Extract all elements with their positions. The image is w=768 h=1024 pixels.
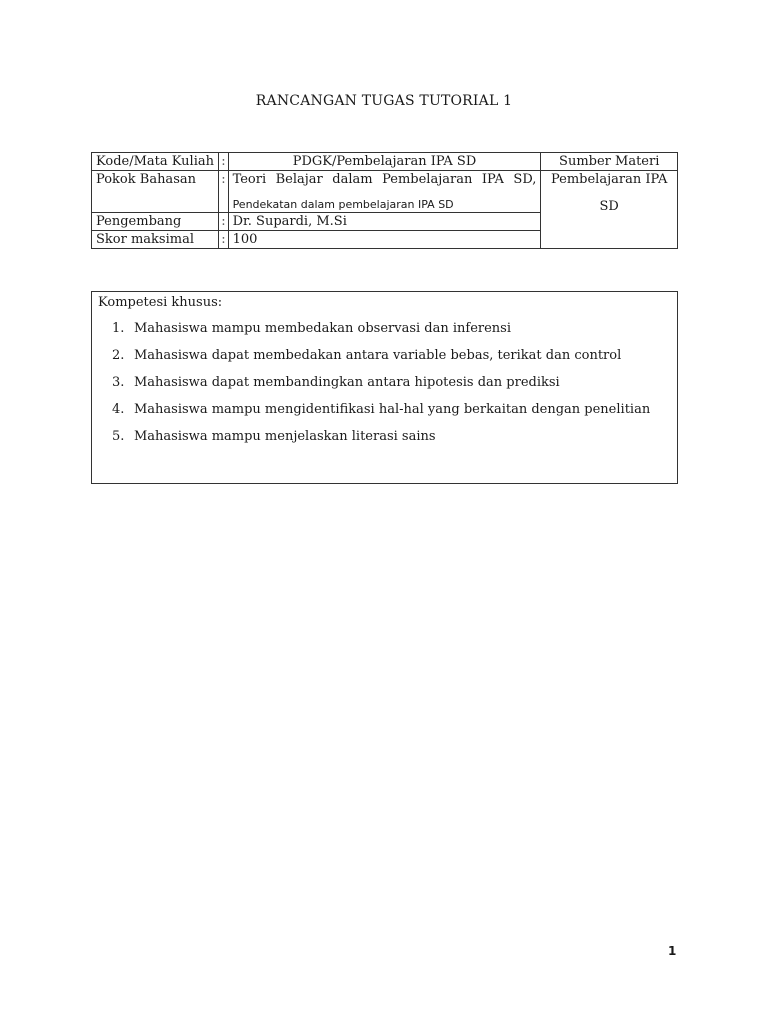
label-pokok-bahasan: Pokok Bahasan <box>92 171 219 213</box>
list-item-text: Mahasiswa mampu menjelaskan literasi sains <box>134 429 436 444</box>
list-item <box>92 347 650 374</box>
kompetensi-heading: Kompetesi khusus: <box>98 295 223 310</box>
source-value-line-1: Pembelajaran IPA <box>550 172 668 187</box>
table-row <box>92 171 678 213</box>
pokok-bahasan-line-2: Pendekatan dalam pembelajaran IPA SD <box>232 198 454 211</box>
list-item-number: 1. <box>112 321 125 336</box>
source-value <box>541 171 678 249</box>
list-item <box>92 374 650 401</box>
list-item <box>92 428 650 455</box>
value-pengembang: Dr. Supardi, M.Si <box>228 213 541 231</box>
separator: : <box>219 213 228 231</box>
separator: : <box>219 231 228 249</box>
course-info-table <box>91 152 678 249</box>
list-item-number: 4. <box>112 402 125 417</box>
source-header: Sumber Materi <box>541 153 678 171</box>
list-item <box>92 401 650 428</box>
list-item-text: Mahasiswa mampu mengidentifikasi hal-hal yang berkaitan dengan penelitian <box>134 402 651 417</box>
list-item-text: Mahasiswa dapat membedakan antara variable bebas, terikat dan control <box>134 348 622 363</box>
document-title: RANCANGAN TUGAS TUTORIAL 1 <box>255 93 513 109</box>
separator: : <box>219 171 228 213</box>
list-item-number: 5. <box>112 429 125 444</box>
kompetensi-list <box>92 320 650 455</box>
list-item-number: 2. <box>112 348 125 363</box>
kompetensi-box <box>91 291 678 484</box>
value-pokok-bahasan <box>228 171 541 213</box>
list-item-text: Mahasiswa mampu membedakan observasi dan inferensi <box>134 321 511 336</box>
pokok-bahasan-line-1: Teori Belajar dalam Pembelajaran IPA SD, <box>232 172 537 187</box>
list-item-text: Mahasiswa dapat membandingkan antara hipotesis dan prediksi <box>134 375 560 390</box>
value-kode-mata-kuliah: PDGK/Pembelajaran IPA SD <box>228 153 541 171</box>
label-skor-maksimal: Skor maksimal <box>92 231 219 249</box>
label-pengembang: Pengembang <box>92 213 219 231</box>
source-value-line-2: SD <box>599 199 619 214</box>
table-row <box>92 153 678 171</box>
list-item-number: 3. <box>112 375 125 390</box>
list-item <box>92 320 650 347</box>
separator: : <box>219 153 228 171</box>
page-number: 1 <box>668 944 677 958</box>
value-skor-maksimal: 100 <box>228 231 541 249</box>
label-kode-mata-kuliah: Kode/Mata Kuliah <box>92 153 219 171</box>
